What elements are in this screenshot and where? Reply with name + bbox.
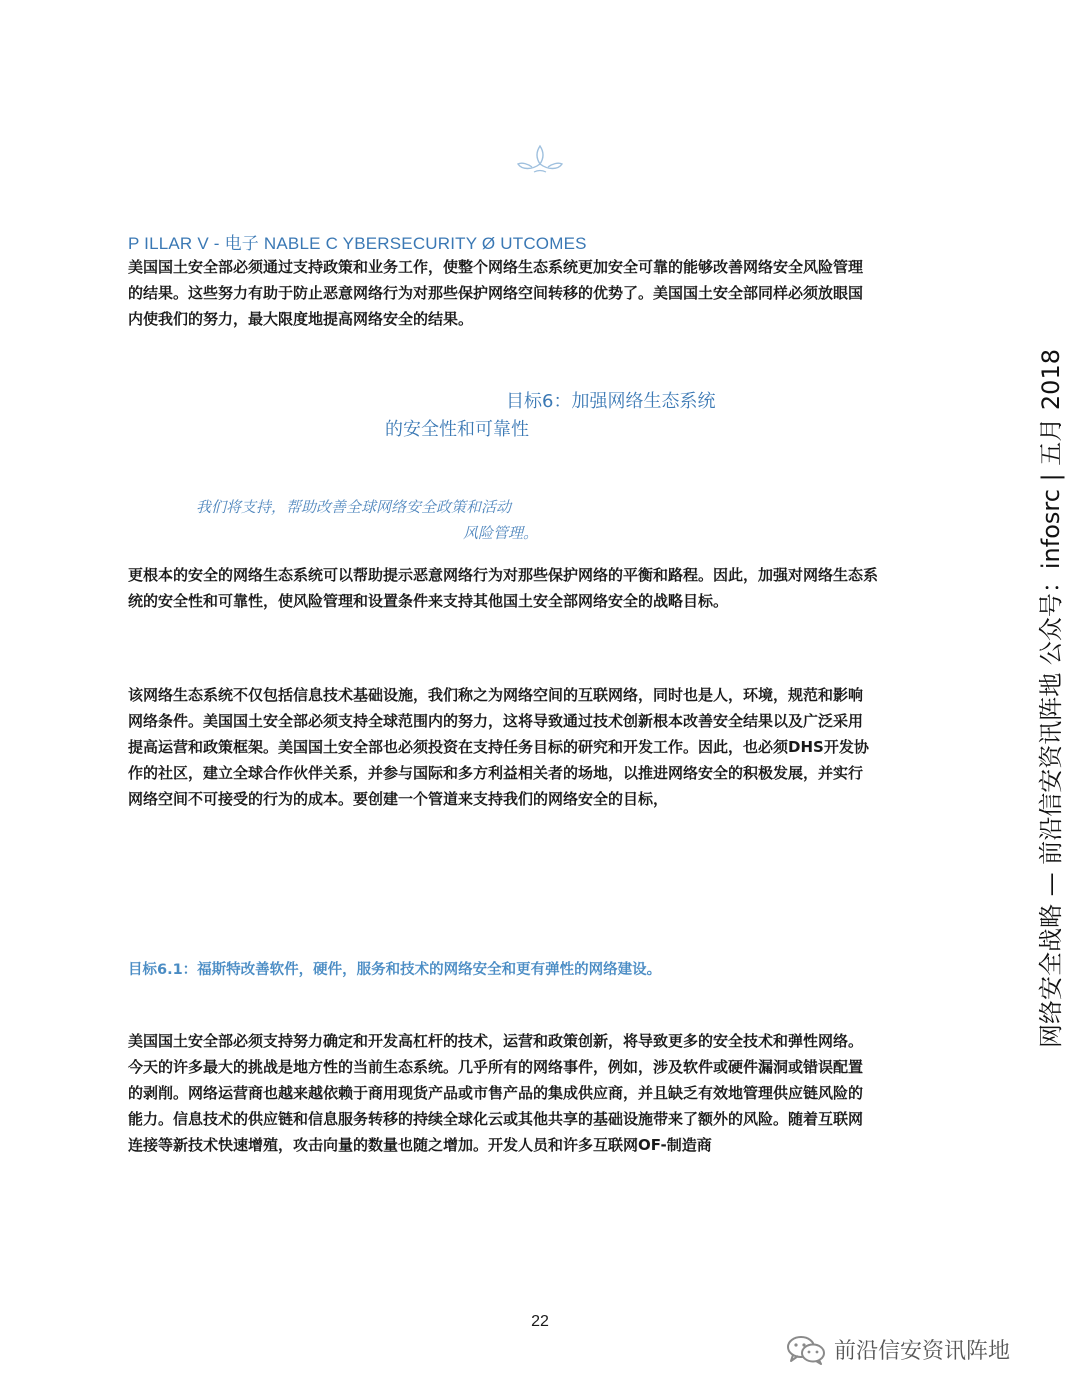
- text-line: 的结果。这些努力有助于防止恶意网络行为对那些保护网络空间转移的优势了。美国国土安全部同样必须放眼国: [128, 284, 864, 302]
- intro-paragraph: [128, 254, 958, 332]
- goal-quote-line-1: 我们将支持，帮助改善全球网络安全政策和活动: [196, 498, 512, 516]
- text-line: 内使我们的努力，最大限度地提高网络安全的结果。: [128, 310, 474, 328]
- watermark-text: 前沿信安资讯阵地: [834, 1339, 1011, 1364]
- text-line: 作的社区，建立全球合作伙伴关系，并参与国际和多方利益相关者的场地，以推进网络安全的积极发展，并实行: [128, 764, 864, 782]
- page-number: 22: [531, 1313, 549, 1330]
- side-running-title: 网络安全战略 — 前沿信安资讯阵地 公众号：infosrc | 五月 2018: [1037, 349, 1065, 1048]
- text-line: 美国国土安全部必须支持努力确定和开发高杠杆的技术，运营和政策创新，将导致更多的安全技术和弹性网络。: [128, 1032, 864, 1050]
- text-line: 能力。信息技术的供应链和信息服务转移的持续全球化云或其他共享的基础设施带来了额外的风险。随着互联网: [128, 1110, 864, 1128]
- subgoal-heading: 目标6.1：福斯特改善软件，硬件，服务和技术的网络安全和更有弹性的网络建设。: [128, 962, 662, 978]
- text-line: 今天的许多最大的挑战是地方性的当前生态系统。几乎所有的网络事件，例如，涉及软件或硬件漏洞或错误配置: [128, 1058, 864, 1076]
- goal-title-line-2: 的安全性和可靠性: [385, 419, 529, 440]
- flourish-ornament-icon: [512, 140, 568, 180]
- body-paragraph-1: [128, 562, 958, 614]
- text-line: 网络条件。美国国土安全部必须支持全球范围内的努力，这将导致通过技术创新根本改善安全结果以及广泛采用: [128, 712, 864, 730]
- section-heading: P ILLAR V - 电子 NABLE C YBERSECURITY Ø UTCOMES: [128, 234, 587, 253]
- body-paragraph-2: [128, 682, 958, 812]
- body-paragraph-3: [128, 1028, 958, 1158]
- text-line: 美国国土安全部必须通过支持政策和业务工作，使整个网络生态系统更加安全可靠的能够改善网络安全风险管理: [128, 258, 864, 276]
- text-line: 连接等新技术快速增殖，攻击向量的数量也随之增加。开发人员和许多互联网OF-制造商: [128, 1136, 712, 1154]
- goal-title-line-1: 目标6：加强网络生态系统: [506, 391, 716, 412]
- text-line: 该网络生态系统不仅包括信息技术基础设施，我们称之为网络空间的互联网络，同时也是人，环境，规范和影响: [128, 686, 864, 704]
- text-line: 统的安全性和可靠性，使风险管理和设置条件来支持其他国土安全部网络安全的战略目标。: [128, 592, 729, 610]
- text-line: 的剥削。网络运营商也越来越依赖于商用现货产品或市售产品的集成供应商，并且缺乏有效地管理供应链风险的: [128, 1084, 864, 1102]
- text-line: 网络空间不可接受的行为的成本。要创建一个管道来支持我们的网络安全的目标，: [128, 790, 669, 808]
- text-line: 更根本的安全的网络生态系统可以帮助提示恶意网络行为对那些保护网络的平衡和路程。因此，加强对网络生态系: [128, 566, 879, 584]
- wechat-watermark: [786, 1334, 1010, 1365]
- goal-quote-line-2: 风险管理。: [463, 524, 539, 542]
- wechat-icon: [786, 1335, 826, 1365]
- text-line: 提高运营和政策框架。美国国土安全部也必须投资在支持任务目标的研究和开发工作。因此，也必须DHS开发协: [128, 738, 869, 756]
